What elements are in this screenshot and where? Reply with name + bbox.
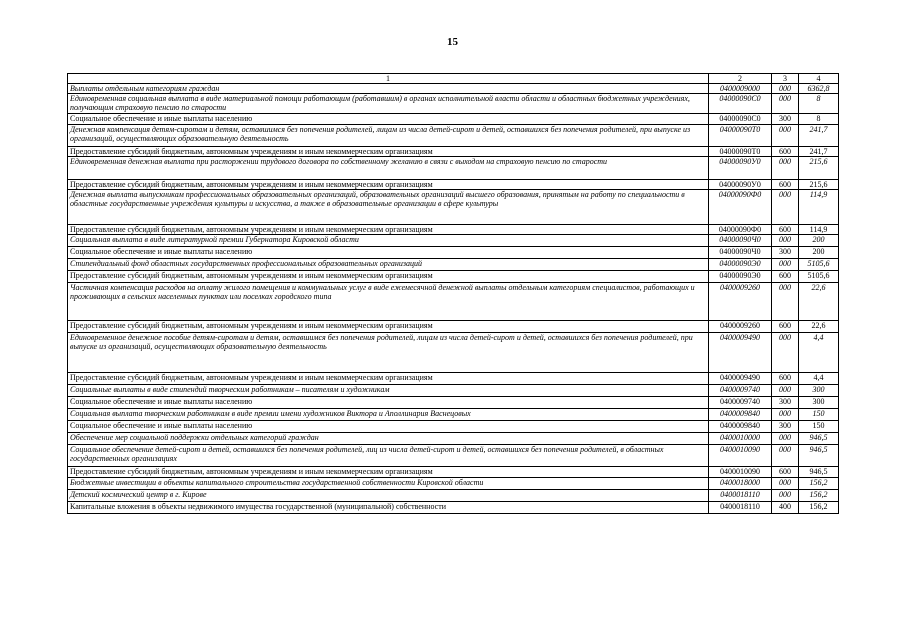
row-type: 000 bbox=[772, 190, 799, 225]
row-code: 04000090У0 bbox=[709, 157, 772, 180]
row-name: Единовременное денежное пособие детям-сиротам и детям, оставшимся без попечения родителей, лицам из числа детей-сирот и детей, оставшихся без попечения родителей, при выпуске из организаций, осуществляющих образовательную деятельность bbox=[68, 333, 709, 373]
row-type: 000 bbox=[772, 333, 799, 373]
row-code: 04000090Ф0 bbox=[709, 190, 772, 225]
table-row bbox=[68, 180, 839, 190]
row-code: 0400009000 bbox=[709, 84, 772, 94]
row-name: Выплаты отдельным категориям граждан bbox=[68, 84, 709, 94]
table-row bbox=[68, 247, 839, 259]
row-type: 600 bbox=[772, 225, 799, 235]
row-amount: 200 bbox=[799, 235, 839, 247]
row-name: Единовременная социальная выплата в виде материальной помощи работающим (работавшим) в органах исполнительной власти области и областных бюджетных учреждениях, получающим страховую пенсию по старости bbox=[68, 94, 709, 114]
table-row bbox=[68, 502, 839, 514]
row-type: 000 bbox=[772, 445, 799, 467]
row-name: Стипендиальный фонд областных государственных профессиональных образовательных организаций bbox=[68, 259, 709, 271]
table-row bbox=[68, 125, 839, 147]
row-amount: 5105,6 bbox=[799, 271, 839, 283]
row-type: 300 bbox=[772, 247, 799, 259]
table-row bbox=[68, 421, 839, 433]
row-name: Социальное обеспечение и иные выплаты населению bbox=[68, 421, 709, 433]
row-name: Денежная компенсация детям-сиротам и детям, оставшимся без попечения родителей, лицам из числа детей-сирот и детей, оставшихся без попечения родителей, при выпуске из организаций, осуществляющих образовательную деятельность bbox=[68, 125, 709, 147]
row-code: 0400009490 bbox=[709, 373, 772, 385]
row-type: 000 bbox=[772, 385, 799, 397]
row-amount: 5105,6 bbox=[799, 259, 839, 271]
table-row bbox=[68, 235, 839, 247]
row-amount: 114,9 bbox=[799, 225, 839, 235]
row-name: Предоставление субсидий бюджетным, автономным учреждениям и иным некоммерческим организациям bbox=[68, 180, 709, 190]
row-amount: 300 bbox=[799, 385, 839, 397]
row-amount: 946,5 bbox=[799, 445, 839, 467]
row-type: 600 bbox=[772, 373, 799, 385]
table-row bbox=[68, 373, 839, 385]
row-code: 0400018110 bbox=[709, 490, 772, 502]
row-name: Бюджетные инвестиции в объекты капитального строительства государственной собственности Кировской области bbox=[68, 478, 709, 490]
row-amount: 22,6 bbox=[799, 283, 839, 321]
row-amount: 215,6 bbox=[799, 180, 839, 190]
table-row bbox=[68, 321, 839, 333]
row-name: Обеспечение мер социальной поддержки отдельных категорий граждан bbox=[68, 433, 709, 445]
row-code: 04000090Т0 bbox=[709, 147, 772, 157]
row-code: 0400009740 bbox=[709, 397, 772, 409]
row-name: Социальная выплата творческим работникам в виде премии имени художников Виктора и Аполлинария Васнецовых bbox=[68, 409, 709, 421]
row-amount: 150 bbox=[799, 421, 839, 433]
table-row bbox=[68, 94, 839, 114]
header-col-3: 3 bbox=[772, 74, 799, 84]
row-code: 0400009840 bbox=[709, 409, 772, 421]
row-code: 04000090Ч0 bbox=[709, 247, 772, 259]
row-amount: 215,6 bbox=[799, 157, 839, 180]
row-type: 400 bbox=[772, 502, 799, 514]
row-code: 0400010090 bbox=[709, 467, 772, 478]
row-code: 04000090У0 bbox=[709, 180, 772, 190]
row-amount: 8 bbox=[799, 94, 839, 114]
row-code: 0400018110 bbox=[709, 502, 772, 514]
table-row bbox=[68, 271, 839, 283]
row-name: Предоставление субсидий бюджетным, автономным учреждениям и иным некоммерческим организациям bbox=[68, 467, 709, 478]
row-name: Социальное обеспечение и иные выплаты населению bbox=[68, 114, 709, 125]
row-code: 04000090Ф0 bbox=[709, 225, 772, 235]
table-row bbox=[68, 225, 839, 235]
row-code: 0400009260 bbox=[709, 283, 772, 321]
row-code: 04000090С0 bbox=[709, 94, 772, 114]
table-row bbox=[68, 84, 839, 94]
table-row bbox=[68, 467, 839, 478]
table-row bbox=[68, 114, 839, 125]
row-code: 0400010000 bbox=[709, 433, 772, 445]
row-code: 04000090Т0 bbox=[709, 125, 772, 147]
table-row bbox=[68, 409, 839, 421]
row-type: 000 bbox=[772, 478, 799, 490]
page-number: 15 bbox=[447, 36, 458, 48]
row-type: 300 bbox=[772, 421, 799, 433]
row-code: 04000090Э0 bbox=[709, 259, 772, 271]
row-amount: 156,2 bbox=[799, 490, 839, 502]
row-amount: 4,4 bbox=[799, 333, 839, 373]
row-type: 000 bbox=[772, 235, 799, 247]
row-amount: 241,7 bbox=[799, 125, 839, 147]
row-code: 0400018000 bbox=[709, 478, 772, 490]
row-type: 600 bbox=[772, 147, 799, 157]
row-type: 300 bbox=[772, 114, 799, 125]
row-type: 000 bbox=[772, 409, 799, 421]
header-col-4: 4 bbox=[799, 74, 839, 84]
row-type: 600 bbox=[772, 467, 799, 478]
row-amount: 22,6 bbox=[799, 321, 839, 333]
table-row bbox=[68, 259, 839, 271]
row-code: 0400009490 bbox=[709, 333, 772, 373]
row-code: 04000090Э0 bbox=[709, 271, 772, 283]
row-type: 000 bbox=[772, 157, 799, 180]
row-name: Социальное обеспечение и иные выплаты населению bbox=[68, 247, 709, 259]
row-name: Социальное обеспечение детей-сирот и детей, оставшихся без попечения родителей, лиц из числа детей-сирот и детей, оставшихся без попечения родителей, в областных государственных организациях bbox=[68, 445, 709, 467]
row-type: 000 bbox=[772, 84, 799, 94]
table-row bbox=[68, 333, 839, 373]
header-row bbox=[68, 74, 839, 84]
row-name: Предоставление субсидий бюджетным, автономным учреждениям и иным некоммерческим организациям bbox=[68, 147, 709, 157]
row-type: 600 bbox=[772, 321, 799, 333]
row-amount: 946,5 bbox=[799, 433, 839, 445]
row-amount: 114,9 bbox=[799, 190, 839, 225]
row-type: 000 bbox=[772, 259, 799, 271]
row-code: 0400009840 bbox=[709, 421, 772, 433]
row-amount: 300 bbox=[799, 397, 839, 409]
row-type: 000 bbox=[772, 283, 799, 321]
table-row bbox=[68, 397, 839, 409]
row-code: 04000090Ч0 bbox=[709, 235, 772, 247]
row-amount: 946,5 bbox=[799, 467, 839, 478]
row-name: Единовременная денежная выплата при расторжении трудового договора по собственному желанию в связи с выходом на страховую пенсию по старости bbox=[68, 157, 709, 180]
row-name: Капитальные вложения в объекты недвижимого имущества государственной (муниципальной) собственности bbox=[68, 502, 709, 514]
header-col-1: 1 bbox=[68, 74, 709, 84]
table-row bbox=[68, 478, 839, 490]
row-type: 600 bbox=[772, 271, 799, 283]
row-type: 000 bbox=[772, 490, 799, 502]
row-name: Предоставление субсидий бюджетным, автономным учреждениям и иным некоммерческим организациям bbox=[68, 271, 709, 283]
row-code: 0400009740 bbox=[709, 385, 772, 397]
row-type: 300 bbox=[772, 397, 799, 409]
row-amount: 200 bbox=[799, 247, 839, 259]
row-code: 0400010090 bbox=[709, 445, 772, 467]
row-amount: 150 bbox=[799, 409, 839, 421]
budget-table bbox=[67, 73, 839, 514]
row-type: 000 bbox=[772, 433, 799, 445]
row-name: Предоставление субсидий бюджетным, автономным учреждениям и иным некоммерческим организациям bbox=[68, 225, 709, 235]
row-name: Предоставление субсидий бюджетным, автономным учреждениям и иным некоммерческим организациям bbox=[68, 373, 709, 385]
table-row bbox=[68, 147, 839, 157]
row-type: 000 bbox=[772, 125, 799, 147]
table-row bbox=[68, 433, 839, 445]
row-amount: 241,7 bbox=[799, 147, 839, 157]
row-name: Частичная компенсация расходов на оплату жилого помещения и коммунальных услуг в виде ежемесячной денежной выплаты отдельным категориям специалистов, работающих и проживающих в сельских населенных пунктах или поселках городского типа bbox=[68, 283, 709, 321]
row-amount: 156,2 bbox=[799, 478, 839, 490]
table-row bbox=[68, 283, 839, 321]
row-name: Социальные выплаты в виде стипендий творческим работникам – писателям и художникам bbox=[68, 385, 709, 397]
row-amount: 156,2 bbox=[799, 502, 839, 514]
row-amount: 4,4 bbox=[799, 373, 839, 385]
row-name: Социальная выплата в виде литературной премии Губернатора Кировской области bbox=[68, 235, 709, 247]
row-name: Социальное обеспечение и иные выплаты населению bbox=[68, 397, 709, 409]
table-row bbox=[68, 385, 839, 397]
table-row bbox=[68, 490, 839, 502]
row-type: 600 bbox=[772, 180, 799, 190]
row-type: 000 bbox=[772, 94, 799, 114]
row-name: Денежная выплата выпускникам профессиональных образовательных организаций, образовательных организаций высшего образования, принятым на работу по специальности в областные государственные учреждения культуры и искусства, а также в образовательные организации в сфере культуры bbox=[68, 190, 709, 225]
table-row bbox=[68, 445, 839, 467]
row-amount: 6362,8 bbox=[799, 84, 839, 94]
header-col-2: 2 bbox=[709, 74, 772, 84]
row-code: 0400009260 bbox=[709, 321, 772, 333]
table-row bbox=[68, 190, 839, 225]
row-amount: 8 bbox=[799, 114, 839, 125]
row-code: 04000090С0 bbox=[709, 114, 772, 125]
row-name: Предоставление субсидий бюджетным, автономным учреждениям и иным некоммерческим организациям bbox=[68, 321, 709, 333]
row-name: Детский космический центр в г. Кирове bbox=[68, 490, 709, 502]
table-row bbox=[68, 157, 839, 180]
